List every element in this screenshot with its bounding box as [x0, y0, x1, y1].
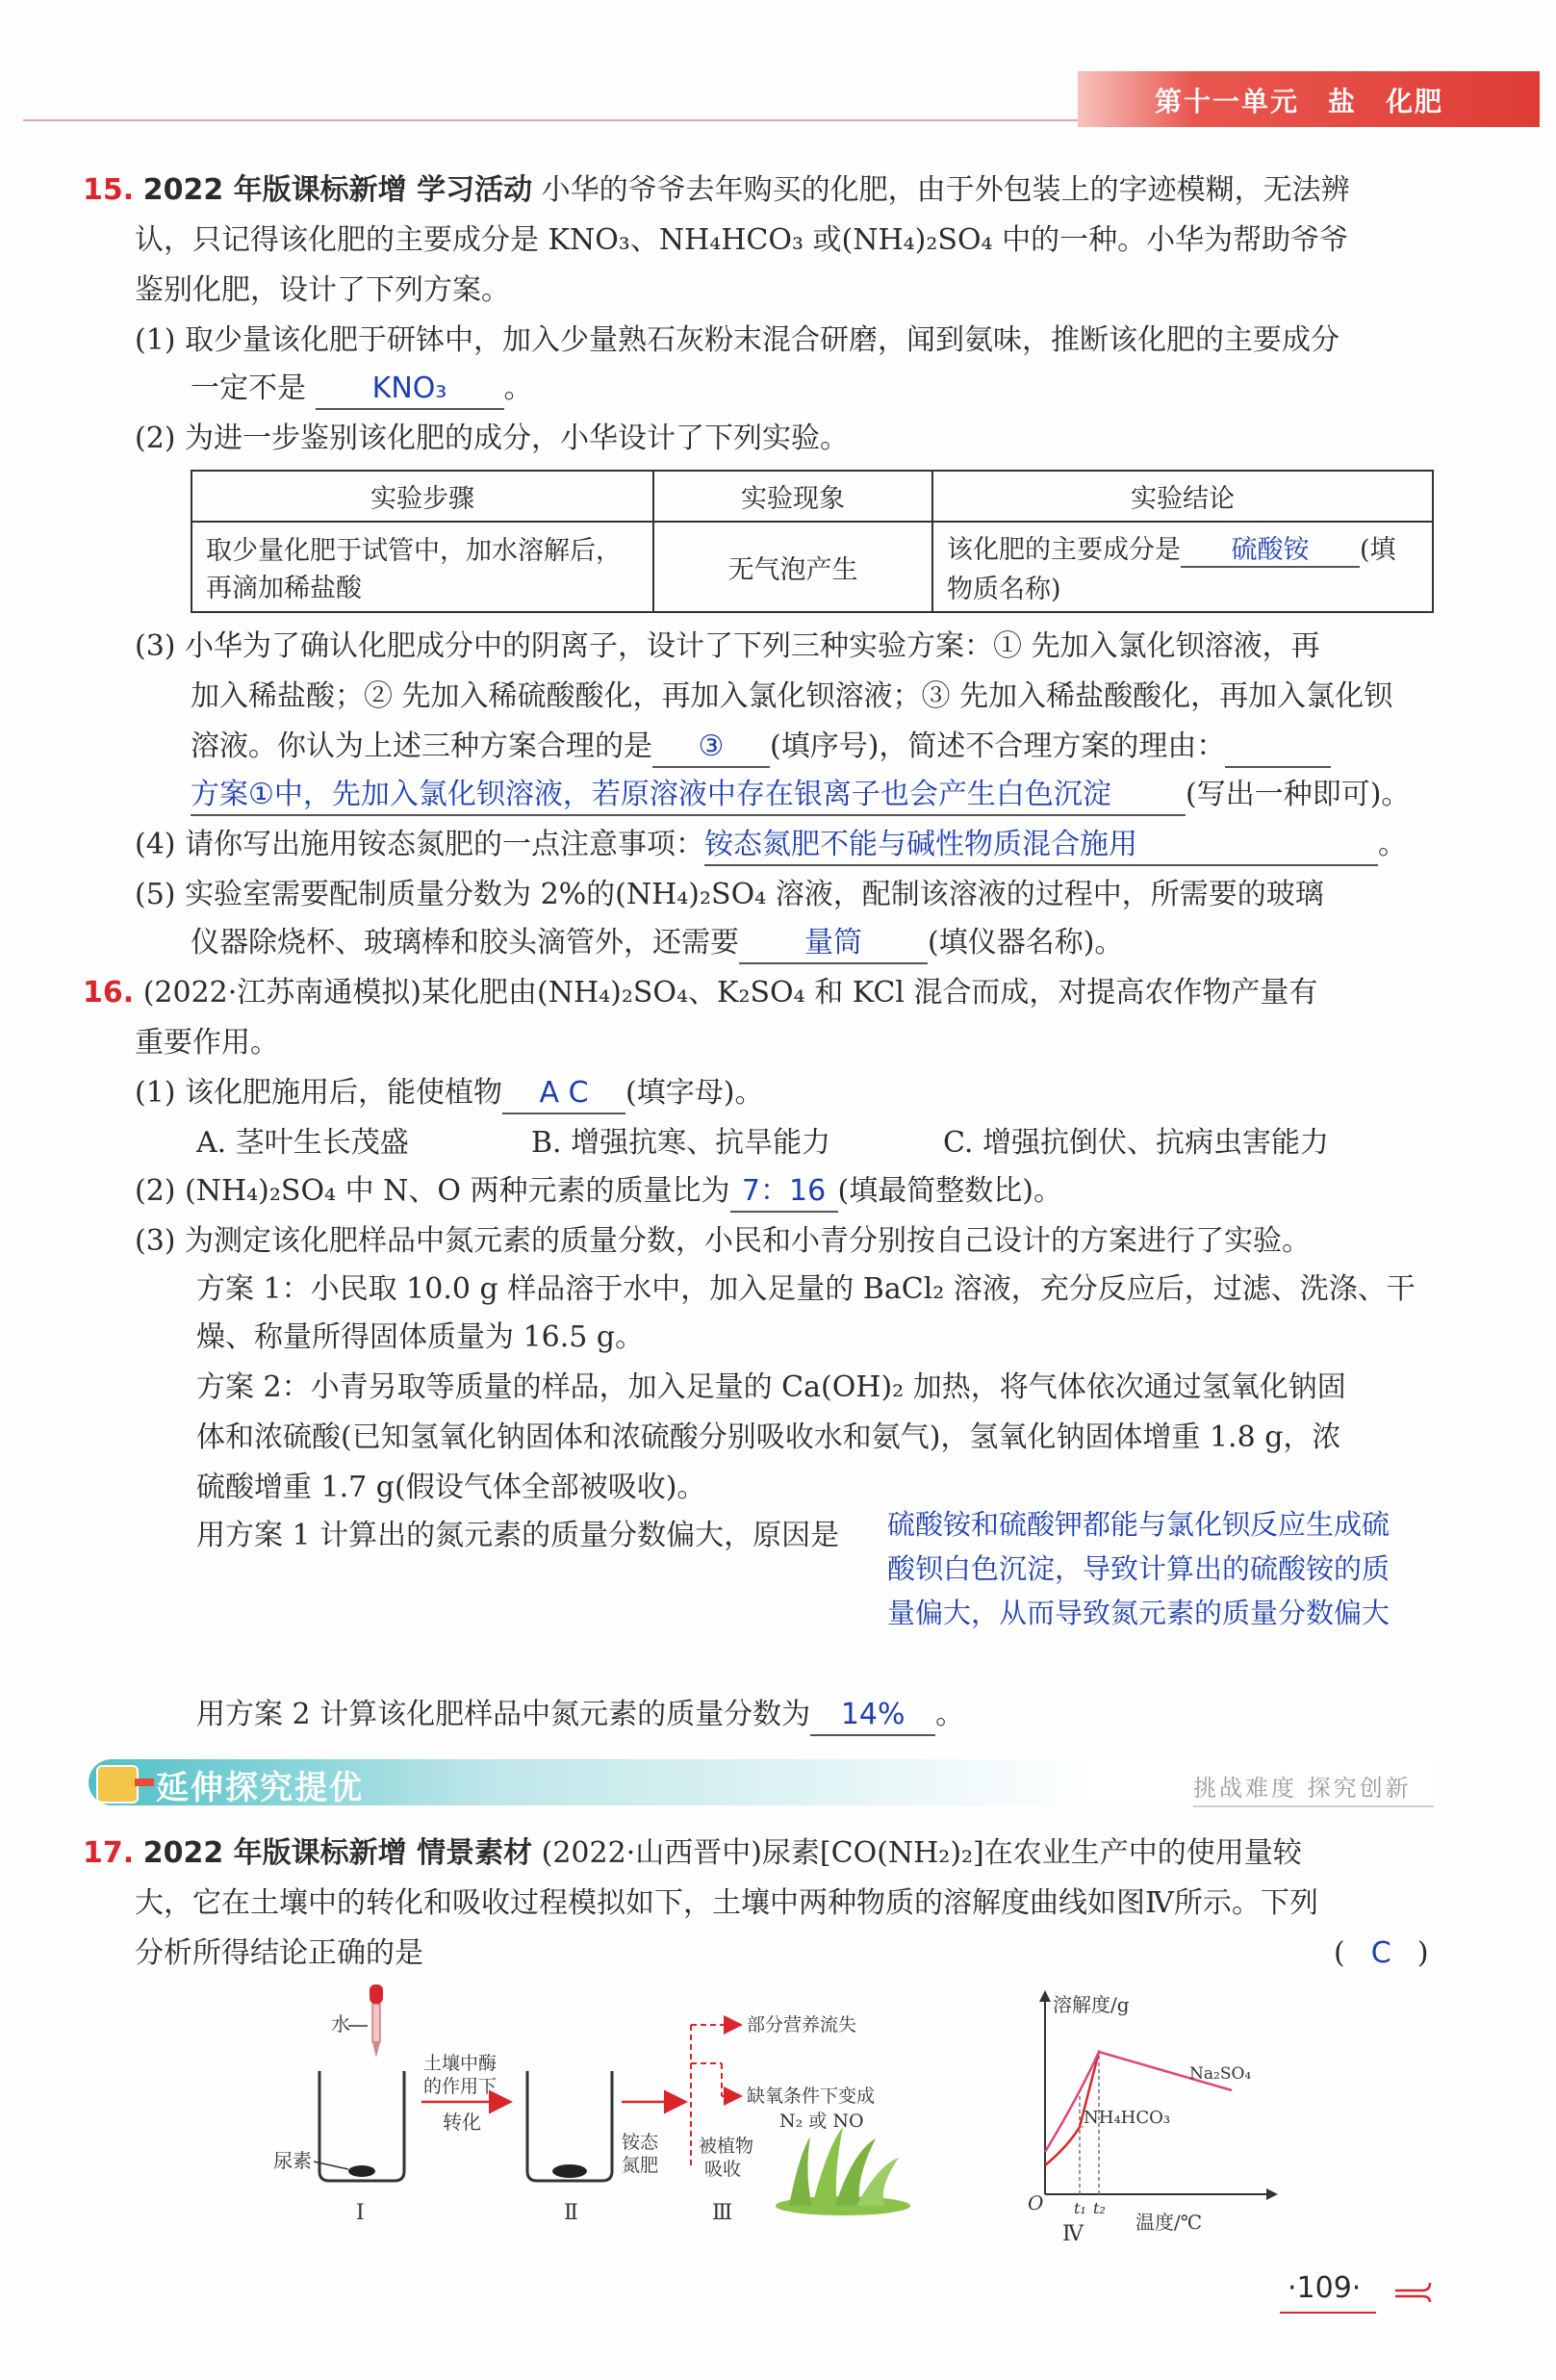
- section-subtitle: 挑战难度 探究创新: [1193, 1775, 1412, 1802]
- q15-part1-end: 。: [503, 371, 533, 405]
- q16-reason-line-3: 量偏大，从而导致氮元素的质量分数偏大: [887, 1597, 1390, 1629]
- fig-label-2: Ⅱ: [564, 2201, 578, 2225]
- q15-part5-answer: 量筒: [739, 924, 928, 964]
- q16-part2-end: (填最简整数比)。: [837, 1174, 1062, 1208]
- curve-label-nh4hco3: NH₄HCO₃: [1084, 2108, 1171, 2128]
- q15-part5-a: (5) 实验室需要配制质量分数为 2%的(NH₄)₂SO₄ 溶液，配制该溶液的过程中，所需要的玻璃: [135, 878, 1324, 911]
- q16-option-c: C. 增强抗倒伏、抗病虫害能力: [943, 1126, 1329, 1160]
- q15-stem-3: 鉴别化肥，设计了下列方案。: [135, 273, 510, 307]
- y-axis-label: 溶解度/g: [1053, 1993, 1130, 2016]
- beaker-1: [319, 2071, 404, 2181]
- q16-calc-answer: 14%: [810, 1696, 935, 1736]
- q16-calc-end: 。: [935, 1698, 965, 1731]
- fig-arrow1-c: 转化: [443, 2111, 481, 2134]
- q17-stem-3: 分析所得结论正确的是: [135, 1936, 423, 1970]
- conclusion-answer: 硫酸铵: [1181, 528, 1360, 568]
- q15-part4: [135, 826, 1407, 866]
- q17-tag: 2022 年版课标新增 情景素材: [142, 1836, 533, 1870]
- q17-stem-2: 大，它在土壤中的转化和吸收过程模拟如下，土壤中两种物质的溶解度曲线如图Ⅳ所示。下列: [135, 1886, 1318, 1920]
- bracket-open: (: [1334, 1936, 1345, 1970]
- q15-part4-end: 。: [1378, 828, 1408, 861]
- q16-reason-line-2: 酸钡白色沉淀，导致计算出的硫酸铵的质: [887, 1552, 1390, 1585]
- q16-stem-2: 重要作用。: [135, 1026, 279, 1060]
- fig-ammonium: 铵态: [622, 2132, 659, 2153]
- q15-part3-end: (写出一种即可)。: [1186, 778, 1411, 811]
- fig-anaerobic: 缺氧条件下变成: [747, 2086, 876, 2107]
- q15-number: 15.: [83, 173, 135, 207]
- curve-label-na2so4: Na₂SO₄: [1189, 2064, 1252, 2084]
- q15-part4-prompt: (4) 请你写出施用铵态氮肥的一点注意事项：: [135, 828, 705, 861]
- section-rule: [1193, 1805, 1434, 1807]
- q15-part3-b: 加入稀盐酸；② 先加入稀硫酸酸化，再加入氯化钡溶液；③ 先加入稀盐酸酸化，再加入氯化钡: [191, 679, 1393, 713]
- q15-tag: 2022 年版课标新增 学习活动: [142, 173, 533, 207]
- q16-part3: (3) 为测定该化肥样品中氮元素的质量分数，小民和小青分别按自己设计的方案进行了实验。: [135, 1224, 1312, 1258]
- fig-label-3: Ⅲ: [712, 2201, 733, 2225]
- solubility-chart: [1028, 1990, 1278, 2246]
- blank-line: [1225, 728, 1331, 768]
- fig-water: 水: [331, 2012, 350, 2035]
- conclusion-suffix: (填: [1360, 535, 1396, 565]
- q15-part3-answer: ③: [652, 728, 770, 768]
- table-header: 实验现象: [653, 471, 932, 522]
- fig-n2no: N₂ 或 NO: [779, 2111, 864, 2132]
- q15-part1-b: [191, 370, 533, 410]
- fig-arrow1-b: 的作用下: [423, 2076, 497, 2097]
- y-axis-arrow: [1039, 1990, 1051, 2002]
- unit-title: 第十一单元 盐 化肥: [1155, 86, 1444, 117]
- conclusion-prefix: 该化肥的主要成分是: [947, 535, 1181, 565]
- table-cell-conclusion: [932, 522, 1433, 612]
- fig-absorb-b: 吸收: [704, 2159, 742, 2180]
- q16-number: 16.: [83, 976, 135, 1010]
- q16-reason-question: 用方案 1 计算出的氮元素的质量分数偏大，原因是: [196, 1519, 840, 1552]
- q15-part3-reason: 方案①中，先加入氯化钡溶液，若原溶液中存在银离子也会产生白色沉淀: [191, 776, 1186, 816]
- q16-part2: [135, 1172, 1062, 1213]
- q16-option-a: A. 茎叶生长茂盛: [196, 1126, 409, 1160]
- urea-sample: [348, 2165, 375, 2177]
- q15-part3-prompt-2: (填序号)，简述不合理方案的理由：: [770, 729, 1226, 763]
- q15-stem-2: 认，只记得该化肥的主要成分是 KNO₃、NH₄HCO₃ 或(NH₄)₂SO₄ 中的一种。小华为帮助爷爷: [135, 223, 1349, 257]
- fig-urea: 尿素: [273, 2149, 312, 2172]
- q17-number: 17.: [83, 1836, 135, 1870]
- table-cell-step: [191, 522, 653, 612]
- x-axis-label: 温度/℃: [1135, 2211, 1203, 2234]
- q17-answer-bracket: [1334, 1934, 1429, 1973]
- q15-stem-1: 小华的爷爷去年购买的化肥，由于外包装上的字迹模糊，无法辨: [532, 173, 1350, 207]
- q17-stem-1: (2022·山西晋中)尿素[CO(NH₂)₂]在农业生产中的使用量较: [541, 1836, 1302, 1870]
- q16-part2-answer: 7：16: [730, 1172, 838, 1213]
- q15-part3-c: [191, 728, 1331, 768]
- fig-arrow1-a: 土壤中酶: [423, 2053, 497, 2074]
- q15-part3-d: [191, 776, 1410, 816]
- q16-line-1: [83, 974, 1317, 1012]
- table-header: 实验结论: [932, 471, 1433, 522]
- q17-answer: C: [1370, 1936, 1391, 1970]
- q16-plan1-b: 燥、称量所得固体质量为 16.5 g。: [196, 1320, 645, 1354]
- t1-label: t₁: [1074, 2199, 1086, 2217]
- q15-part5-prompt: 仪器除烧杯、玻璃棒和胶头滴管外，还需要: [191, 926, 739, 960]
- fig-lost: 部分营养流失: [747, 2014, 857, 2035]
- experiment-table: [191, 470, 1434, 613]
- q15-part3-a: (3) 小华为了确认化肥成分中的阴离子，设计了下列三种实验方案：① 先加入氯化钡溶液，再: [135, 629, 1320, 663]
- q16-calc: [196, 1696, 964, 1736]
- step-line-1: 取少量化肥于试管中，加水溶解后，: [206, 536, 622, 566]
- q15-part5-end: (填仪器名称)。: [928, 926, 1124, 960]
- q16-reason-line-1: 硫酸铵和硫酸钾都能与氯化钡反应生成硫: [887, 1508, 1390, 1541]
- fig-absorb-a: 被植物: [699, 2136, 754, 2157]
- q16-part2-prompt: (2) (NH₄)₂SO₄ 中 N、O 两种元素的质量比为: [135, 1174, 730, 1208]
- step-line-2: 再滴加稀盐酸: [206, 574, 362, 603]
- book-icon: [96, 1765, 139, 1804]
- q15-part1-answer: KNO₃: [316, 370, 504, 410]
- q15-part1-prompt: 一定不是: [191, 371, 306, 405]
- q17-line-1: [83, 1834, 1302, 1873]
- q16-stem-1: (2022·江苏南通模拟)某化肥由(NH₄)₂SO₄、K₂SO₄ 和 KCl 混合而成，对提高农作物产量有: [142, 976, 1318, 1010]
- q15-part5-b: [191, 924, 1123, 964]
- origin-label: O: [1028, 2191, 1044, 2214]
- q16-plan1-a: 方案 1：小民取 10.0 g 样品溶于水中，加入足量的 BaCl₂ 溶液，充分反应后，过滤、洗涤、干: [196, 1272, 1416, 1306]
- q16-part1-end: (填字母)。: [625, 1076, 764, 1110]
- table-cell-phenomenon: 无气泡产生: [653, 522, 932, 612]
- plant-icon: [776, 2127, 910, 2215]
- q15-part2: (2) 为进一步鉴别该化肥的成分，小华设计了下列实验。: [135, 422, 850, 455]
- t2-label: t₂: [1093, 2199, 1106, 2217]
- conclusion-line-2: 物质名称): [947, 575, 1061, 604]
- q15-part3-prompt: 溶液。你认为上述三种方案合理的是: [191, 729, 652, 763]
- q16-plan2-c: 硫酸增重 1.7 g(假设气体全部被吸收)。: [196, 1471, 706, 1504]
- q15-line-1: [83, 171, 1350, 210]
- q16-plan2-b: 体和浓硫酸(已知氢氧化钠固体和浓硫酸分别吸收水和氨气)，氢氧化钠固体增重 1.8 g，浓: [196, 1420, 1341, 1454]
- q15-part4-answer: 铵态氮肥不能与碱性物质混合施用: [704, 826, 1378, 866]
- soil-sample: [552, 2164, 587, 2178]
- q16-part1-prompt: (1) 该化肥施用后，能使植物: [135, 1076, 503, 1110]
- q16-calc-prompt: 用方案 2 计算该化肥样品中氮元素的质量分数为: [196, 1698, 811, 1731]
- dropper-icon: [370, 1984, 383, 2058]
- x-axis-arrow: [1266, 2188, 1278, 2200]
- page-curl-icon: [1393, 2277, 1432, 2304]
- bracket-close: ): [1416, 1936, 1429, 1970]
- q17-figure: [260, 1983, 1318, 2252]
- q16-plan2-a: 方案 2：小青另取等质量的样品，加入足量的 Ca(OH)₂ 加热，将气体依次通过氢氧化钠固: [196, 1370, 1346, 1404]
- fig-label-4: Ⅳ: [1062, 2222, 1084, 2246]
- page-number-rule: [1280, 2312, 1376, 2314]
- pencil-icon: [135, 1779, 154, 1786]
- page-number: ·109·: [1288, 2271, 1362, 2305]
- q15-part1-a: (1) 取少量该化肥于研钵中，加入少量熟石灰粉末混合研磨，闻到氨味，推断该化肥的主要成分: [135, 323, 1340, 357]
- q16-option-b: B. 增强抗寒、抗旱能力: [531, 1126, 831, 1160]
- beaker-2: [527, 2071, 612, 2181]
- table-header: 实验步骤: [191, 471, 653, 522]
- fig-label-1: Ⅰ: [356, 2201, 365, 2225]
- fig-nitrogen: 氮肥: [622, 2155, 659, 2176]
- q16-part1: [135, 1074, 763, 1114]
- section-title: 延伸探究提优: [156, 1769, 364, 1807]
- q16-part1-answer: A C: [502, 1074, 625, 1114]
